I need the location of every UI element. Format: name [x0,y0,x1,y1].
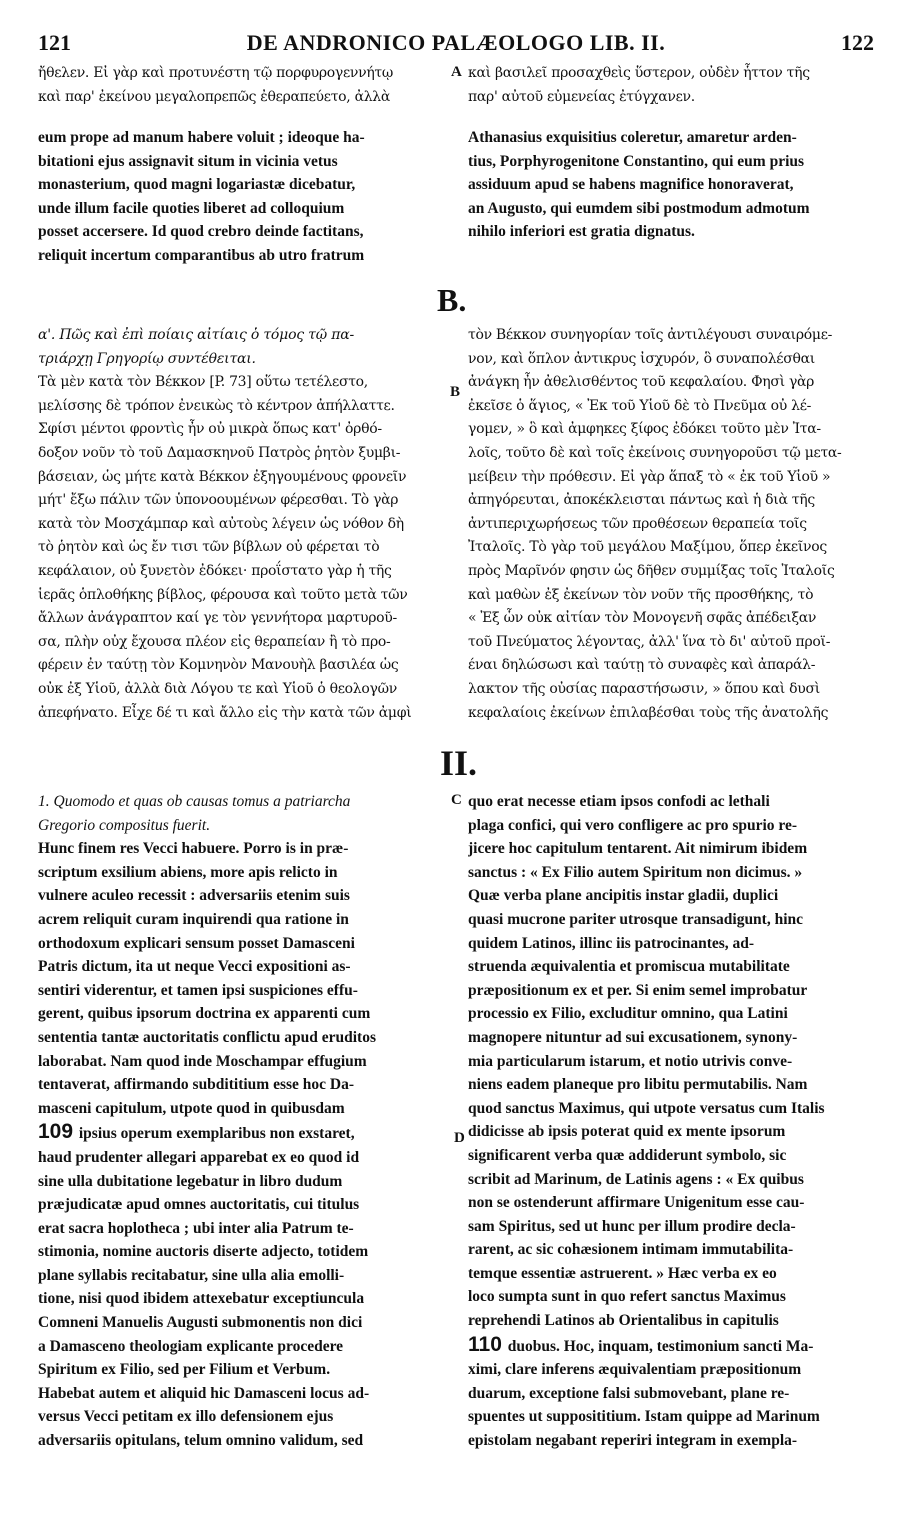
text-line: μήτ' ἔξω πάλιν τῶν ὑπονοουμένων φέρεσθαι. Τὸ γὰρ [38,492,399,509]
margin-marker-d: D [454,1130,465,1146]
text-line: λακτον τῆς οὐσίας παραστήσωσιν, » ὅπου καὶ δυσὶ [468,680,820,697]
text-line: reliquit incertum comparantibus ab utro fratrum [38,246,365,264]
text-line: plane syllabis recitabatur, sine ulla alia emolli- [38,1266,345,1284]
text-line: duarum, exceptione falsi submovebant, plane re- [468,1384,790,1402]
text-line: tentaverat, affirmando subdititium esse hoc Da- [38,1076,355,1094]
text-line: præpositionum ex et per. Si enim semel improbatur [468,981,808,999]
text-line: præjudicatæ apud omnes auctoritatis, cui titulus [38,1196,360,1214]
text-line: τὸ ῥητὸν καὶ ὡς ἔν τισι τῶν βίβλων οὐ φέρεται τὸ [38,539,380,556]
top-latin-right [468,126,880,244]
text-line: niens eadem planeque pro libitu permutabilis. Nam [468,1076,808,1094]
text-line: sentiri viderentur, et tamen ipsi suspiciones effu- [38,981,358,999]
text-line: scribit ad Marinum, de Latinis agens : « Ex quibus [468,1170,804,1188]
page-header [38,30,874,58]
text-line: Gregorio compositus fuerit. [38,816,211,834]
page-number-right: 122 [841,30,874,55]
margin-marker-b: B [450,384,461,400]
page-number-left: 121 [38,30,71,55]
text-line: Ἰταλοῖς. Τὸ γὰρ τοῦ μεγάλου Μαξίμου, ὅπερ ἐκεῖνος [468,539,827,556]
text-line: quidem Latinos, illinc iis patrocinantes, ad- [468,934,755,952]
text-line: temque essentiæ astruerent. » Hæc verba ex eo [468,1264,777,1282]
text-line: spuentes ut supposititium. Istam quippe ad Marinum [468,1408,820,1426]
text-line: an Augusto, qui eumdem sibi postmodum admotum [468,199,810,217]
margin-marker-a: A [451,64,462,80]
text-line: τριάρχῃ Γρηγορίῳ συντέθειται. [38,350,256,367]
text-line: jicere hoc capitulum tentarent. Ait nimirum ibidem [468,840,808,858]
text-line: rarent, ac sic cohæsionem intimam immutabilita- [468,1241,794,1259]
text-line: μείβειν τὴν πρόθεσιν. Εἰ γὰρ ἅπαξ τὸ « ἐκ τοῦ Υἱοῦ » [468,468,831,485]
text-line: ἀνάγκη ἦν ἀθελισθέντος τοῦ κεφαλαίου. Φησὶ γὰρ [468,374,815,391]
text-line: ἀπεφήνατο. Εἶχε δέ τι καὶ ἄλλο εἰς τὴν κατὰ τῶν ἀμφὶ [38,704,412,721]
text-line: έναι δηλώσωσι καὶ ταύτῃ τὸ συναφὲς καὶ ἀπαράλ- [468,657,816,674]
text-line: mia particularum istarum, et notio utrivis conve- [468,1052,793,1070]
text-line: stimonia, nomine auctoris diserte adjecto, totidem [38,1243,369,1261]
running-title: DE ANDRONICO PALÆOLOGO LIB. II. [246,30,666,55]
text-line: magnopere nituntur ad sui excusationem, synony- [468,1028,798,1046]
text-line: « Ἐξ ὧν οὐκ αἰτίαν τὸν Μονογενῆ σφᾶς ἀπέδειξαν [468,610,817,627]
text-line: masceni capitulum, utpote quod in quibusdam [38,1099,345,1117]
text-line: laborabat. Nam quod inde Moschampar effugium [38,1052,367,1070]
text-line: unde illum facile quoties liberet ad colloquium [38,199,345,217]
text-line: τὸν Βέκκον συνηγορίαν τοῖς ἀντιλέγουσι συναιρόμε- [468,327,833,343]
text-line: Habebat autem et aliquid hic Damasceni locus ad- [38,1384,370,1402]
section-b-greek-right [468,324,880,725]
text-line: ἀντιπεριχωρήσεως τῶν προθέσεων θεραπεία τοῖς [468,515,807,532]
text-line: eum prope ad manum habere voluit ; ideoque ha- [38,129,365,146]
text-line: sanctus : « Ex Filio autem Spiritum non dicimus. » [468,863,803,881]
text-line: Σφίσι μέντοι φροντὶς ἦν οὐ μικρὰ ὅπως κατ' ὀρθό- [38,421,382,438]
text-line: ἀπηγόρευται, ἀποκέκλεισται πάντως καὶ ἡ διὰ τῆς [468,492,815,509]
text-line: ximi, clare inferens æquivalentiam præpositionum [468,1361,802,1379]
text-line: οὐκ ἐξ Υἱοῦ, ἀλλὰ διὰ Λόγου τε καὶ Υἱοῦ ὁ θεολογῶν [38,680,397,697]
text-line: quasi mucrone pariter utrosque transadigunt, hinc [468,910,804,928]
text-line: gerent, quibus ipsorum doctrina ex apparenti cum [38,1005,371,1023]
text-line: tione, nisi quod ibidem attexebatur exceptiuncula [38,1290,365,1308]
text-line: Hunc finem res Vecci habuere. Porro is in præ- [38,840,349,858]
text-line: παρ' αὐτοῦ εὐμενείας ἐτύγχανεν. [468,88,695,105]
text-line: epistolam negabant reperiri integram in exempla- [468,1432,798,1450]
text-line: κεφάλαιον, οὐ ξυνετὸν ἐδόκει· προΐστατο γὰρ ἡ τῆς [38,562,392,579]
text-line: 109 ipsius operum exemplaribus non exstaret, [38,1120,355,1144]
text-line: δοξον νοῦν τὸ τοῦ Δαμασκηνοῦ Πατρὸς ῥητὸν ξυμβι- [38,444,401,461]
text-line: erat sacra hoplotheca ; ubi inter alia Patrum te- [38,1219,354,1237]
text-line: haud prudenter allegari apparebat ex eo quod id [38,1148,360,1166]
text-line: καὶ βασιλεῖ προσαχθεὶς ὕστερον, οὐδὲν ἧττον τῆς [468,65,810,81]
text-line: κατὰ τὸν Μοσχάμπαρ καὶ αὐτοὺς λέγειν ὡς νόθον δὴ [38,515,404,532]
section-heading-ii: II. [440,743,478,783]
text-line: non se ostenderunt affirmare Unigenitum esse cau- [468,1194,805,1212]
text-line: sententia tantæ auctoritatis conflictu apud eruditos [38,1028,376,1046]
margin-marker-c: C [451,792,462,808]
text-line: λοῖς, τοῦτο δὲ καὶ τοῖς ἐκείνοις συνηγοροῦσι τῷ μετα- [468,444,842,461]
text-line: posset accersere. Id quod crebro deinde factitans, [38,223,364,241]
section-b-greek-left [38,324,450,725]
text-line: Athanasius exquisitius coleretur, amaretur arden- [468,129,797,146]
top-greek-left [38,62,458,109]
text-line: βάσειαν, ὡς μήτε κατὰ Βέκκον ἐξηγουμένους φρονεῖν [38,468,407,485]
text-line: Spiritum ex Filio, sed per Filium et Verbum. [38,1361,331,1379]
text-line: processio ex Filio, excluditur omnino, qua Latini [468,1005,788,1023]
text-line: ἄλλων ἀνάγραπτον καί γε τὸν γεννήτορα μαρτυροῦ- [38,610,397,627]
section-ii-latin-right [468,790,880,1453]
text-line: versus Vecci petitam ex illo defensionem ejus [38,1408,334,1426]
text-line: φέρειν ἐν ταύτῃ τὸν Κομνηνὸν Μανουὴλ βασιλέα ὡς [38,657,399,674]
text-line: quod sanctus Maximus, qui utpote versatus cum Italis [468,1099,825,1117]
text-line: monasterium, quod magni logariastæ dicebatur, [38,176,356,194]
text-line: γομεν, » ὃ καὶ ἀμφηκες ξίφος ἐδόκει τοῦτο μὲν Ἰτα- [468,421,821,438]
marginal-page-number: 109 [38,1120,79,1144]
text-line: sine ulla dubitatione legebatur in libro dudum [38,1172,343,1190]
text-line: 110 duobus. Hoc, inquam, testimonium sancti Ma- [468,1332,814,1356]
text-line: loco sumpta sunt in quo refert sanctus Maximus [468,1288,786,1306]
text-line: struenda æquivalentia et promiscua mutabilitate [468,958,790,976]
text-line: plaga confici, qui vero confligere ac pro spurio re- [468,816,798,834]
text-line: adversariis opitulans, telum omnino validum, sed [38,1432,364,1450]
text-line: νον, καὶ ὅπλον ἀντικρυς ἰσχυρόν, ὃ συναπολέσθαι [468,350,815,367]
text-line: scriptum exsilium abiens, more apis relicto in [38,863,338,881]
text-line: κεφαλαίοις ἐκείνων ἐπιλαβέσθαι τοὺς τῆς ἀνατολῆς [468,704,829,721]
text-line: didicisse ab ipsis poterat quid ex mente ipsorum [468,1123,786,1141]
text-line: ἤθελεν. Εἰ γὰρ καὶ προτυνέστη τῷ πορφυρογεννήτῳ [38,65,393,81]
text-line: quo erat necesse etiam ipsos confodi ac lethali [468,793,770,810]
marginal-page-number: 110 [468,1332,508,1356]
text-line: α'. Πῶς καὶ ἐπὶ ποίαις αἰτίαις ὁ τόμος τῷ πα- [38,327,354,343]
text-line: a Damasceno theologiam explicante procedere [38,1337,344,1355]
text-line: assiduum apud se habens magnifice honoraverat, [468,176,794,194]
text-line: orthodoxum explicari sensum posset Damasceni [38,934,355,952]
text-line: sam Spiritus, sed ut hunc per illum prodire decla- [468,1217,796,1235]
text-line: acrem reliquit curam inquirendi qua ratione in [38,910,349,928]
section-heading-b: B. [437,282,467,318]
top-latin-left [38,126,448,268]
text-line: nihilo inferiori est gratia dignatus. [468,223,695,241]
text-line: ἱερᾶς ὁπλοθήκης βίβλος, φέρουσα καὶ τοῦτο μετὰ τῶν [38,586,408,603]
text-line: tius, Porphyrogenitone Constantino, qui eum prius [468,152,805,170]
top-greek-right [468,62,880,109]
text-line: καὶ μαθὼν ἐξ ἐκείνων τὸν νοῦν τῆς προσθήκης, τὸ [468,586,814,603]
text-line: Patris dictum, ita ut neque Vecci expositioni as- [38,958,351,976]
section-ii-latin-left [38,790,450,1453]
text-line: bitationi ejus assignavit situm in vicinia vetus [38,152,338,170]
text-line: Comneni Manuelis Augusti submonentis non dici [38,1314,363,1332]
text-line: πρὸς Μαρῖνόν φησιν ὡς δῆθεν συμμίξας τοῖς Ἰταλοῖς [468,562,835,579]
text-line: Quæ verba plane ancipitis instar gladii, duplici [468,887,779,905]
text-line: μελίσσης δὲ τρόπον ἐνεικὼς τὸ κέντρον ἀπήλλαττε. [38,397,395,414]
text-line: vulnere aculeo recessit : adversariis etenim suis [38,887,350,905]
text-line: significarent verba quæ addiderunt symbolo, sic [468,1146,787,1164]
text-line: τοῦ Πνεύματος λέγοντας, ἀλλ' ἵνα τὸ δι' αὐτοῦ προϊ- [468,633,831,650]
text-line: καὶ παρ' ἐκείνου μεγαλοπρεπῶς ἐθεραπεύετο, ἀλλὰ [38,88,391,105]
text-line: reprehendi Latinos ab Orientalibus in capitulis [468,1312,779,1330]
text-line: Τὰ μὲν κατὰ τὸν Βέκκον [P. 73] οὕτω τετέλεστο, [38,374,368,391]
text-line: σα, πλὴν οὐχ ἔχουσα πλέον εἰς θεραπείαν ἢ τὸ προ- [38,633,391,650]
text-line: 1. Quomodo et quas ob causas tomus a patriarcha [38,793,351,810]
text-line: ἐκεῖσε ὁ ἅγιος, « Ἐκ τοῦ Υἱοῦ δὲ τὸ Πνεῦμα οὐ λέ- [468,397,812,414]
